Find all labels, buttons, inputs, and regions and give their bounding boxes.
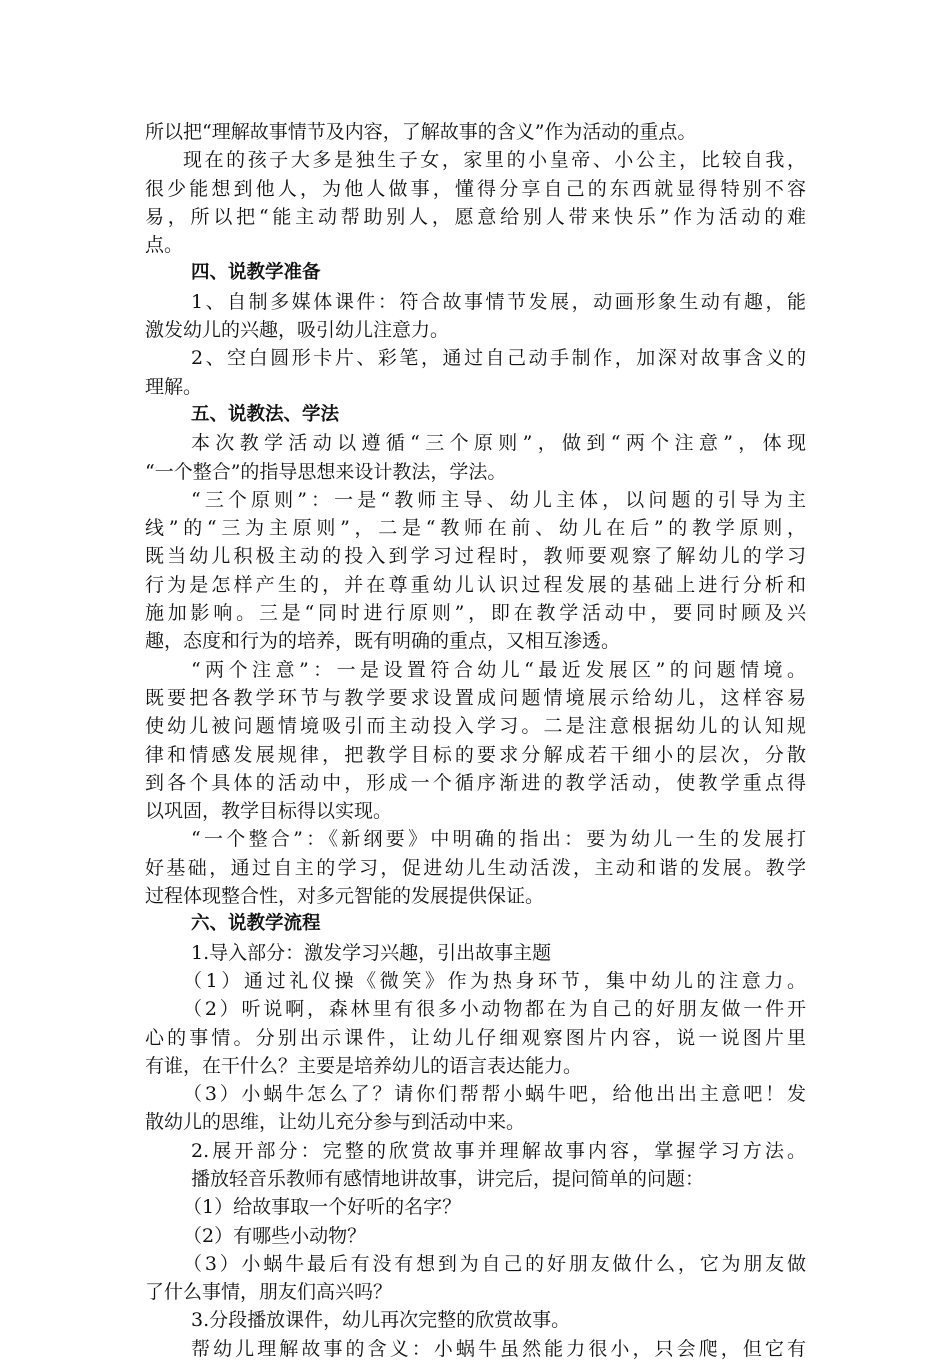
text-line: 2.展开部分：完整的欣赏故事并理解故事内容，掌握学习方法。 xyxy=(191,1139,806,1162)
text-line: 线”的“三为主原则”，二是“教师在前、幼儿在后”的教学原则， xyxy=(145,517,806,540)
text-line: “一个整合”的指导思想来设计教法，学法。 xyxy=(145,460,507,483)
text-line: （2）听说啊，森林里有很多小动物都在为自己的好朋友做一件开 xyxy=(183,998,806,1021)
text-line: 本次教学活动以遵循“三个原则”，做到“两个注意”，体现 xyxy=(191,432,806,455)
text-line: 3.分段播放课件，幼儿再次完整的欣赏故事。 xyxy=(191,1309,571,1332)
text-line: 播放轻音乐教师有感情地讲故事，讲完后，提问简单的问题： xyxy=(191,1167,705,1190)
text-line: 使幼儿被问题情境吸引而主动投入学习。二是注意根据幼儿的认知规 xyxy=(145,715,806,738)
text-line: 以巩固，教学目标得以实现。 xyxy=(145,800,393,823)
section-heading: 六、说教学流程 xyxy=(191,913,321,935)
text-line: 点。 xyxy=(145,234,184,257)
text-line: 了什么事情，朋友们高兴吗？ xyxy=(145,1281,393,1304)
text-line: 行为是怎样产生的，并在尊重幼儿认识过程发展的基础上进行分析和 xyxy=(145,573,806,596)
text-line: 施加影响。三是“同时进行原则”，即在教学活动中，要同时顾及兴 xyxy=(145,602,806,625)
text-line: 2、空白圆形卡片、彩笔，通过自己动手制作，加深对故事含义的 xyxy=(191,347,806,370)
text-line: 激发幼儿的兴趣，吸引幼儿注意力。 xyxy=(145,319,450,342)
text-line: 律和情感发展规律，把教学目标的要求分解成若干细小的层次，分散 xyxy=(145,743,806,766)
text-line: 心的事情。分别出示课件，让幼儿仔细观察图片内容，说一说图片里 xyxy=(145,1026,806,1049)
text-line: （1）通过礼仪操《微笑》作为热身环节，集中幼儿的注意力。 xyxy=(183,969,806,992)
text-line: 理解。 xyxy=(145,375,203,398)
text-line: 有谁，在干什么？主要是培养幼儿的语言表达能力。 xyxy=(145,1054,583,1077)
text-line: 过程体现整合性，对多元智能的发展提供保证。 xyxy=(145,885,545,908)
text-line: 好基础，通过自主的学习，促进幼儿生动活泼，主动和谐的发展。教学 xyxy=(145,856,806,879)
section-heading: 五、说教法、学法 xyxy=(191,403,340,425)
text-line: 到各个具体的活动中，形成一个循序渐进的教学活动，使教学重点得 xyxy=(145,771,806,794)
text-line: 既要把各教学环节与教学要求设置成问题情境展示给幼儿，这样容易 xyxy=(145,686,806,709)
document-page xyxy=(145,118,806,1363)
text-line: （2）有哪些小动物？ xyxy=(183,1224,367,1247)
text-line: 1、自制多媒体课件：符合故事情节发展，动画形象生动有趣，能 xyxy=(191,290,806,313)
text-line: 现在的孩子大多是独生子女，家里的小皇帝、小公主，比较自我， xyxy=(183,149,806,172)
text-line: 散幼儿的思维，让幼儿充分参与到活动中来。 xyxy=(145,1111,526,1134)
text-line: “一个整合”：《新纲要》中明确的指出：要为幼儿一生的发展打 xyxy=(191,828,806,851)
text-line: 既当幼儿积极主动的投入到学习过程时，教师要观察了解幼儿的学习 xyxy=(145,545,806,568)
text-line: 很少能想到他人，为他人做事，懂得分享自己的东西就显得特别不容 xyxy=(145,177,806,200)
text-line: （3）小蜗牛最后有没有想到为自己的好朋友做什么，它为朋友做 xyxy=(183,1252,806,1275)
text-line: 帮幼儿理解故事的含义：小蜗牛虽然能力很小，只会爬，但它有 xyxy=(191,1337,806,1360)
text-line: “两个注意”：一是设置符合幼儿“最近发展区”的问题情境。 xyxy=(191,658,806,681)
text-line: 所以把“理解故事情节及内容，了解故事的含义”作为活动的重点。 xyxy=(145,121,697,143)
text-line: （1）给故事取一个好听的名字？ xyxy=(183,1196,462,1219)
text-line: （3）小蜗牛怎么了？请你们帮帮小蜗牛吧，给他出出主意吧！发 xyxy=(183,1083,806,1106)
text-line: “三个原则”：一是“教师主导、幼儿主体，以问题的引导为主 xyxy=(191,488,806,511)
text-line: 1.导入部分：激发学习兴趣，引出故事主题 xyxy=(191,941,552,964)
section-heading: 四、说教学准备 xyxy=(191,262,321,284)
text-line: 易，所以把“能主动帮助别人，愿意给别人带来快乐”作为活动的难 xyxy=(145,205,806,228)
text-line: 趣，态度和行为的培养，既有明确的重点，又相互渗透。 xyxy=(145,630,621,653)
